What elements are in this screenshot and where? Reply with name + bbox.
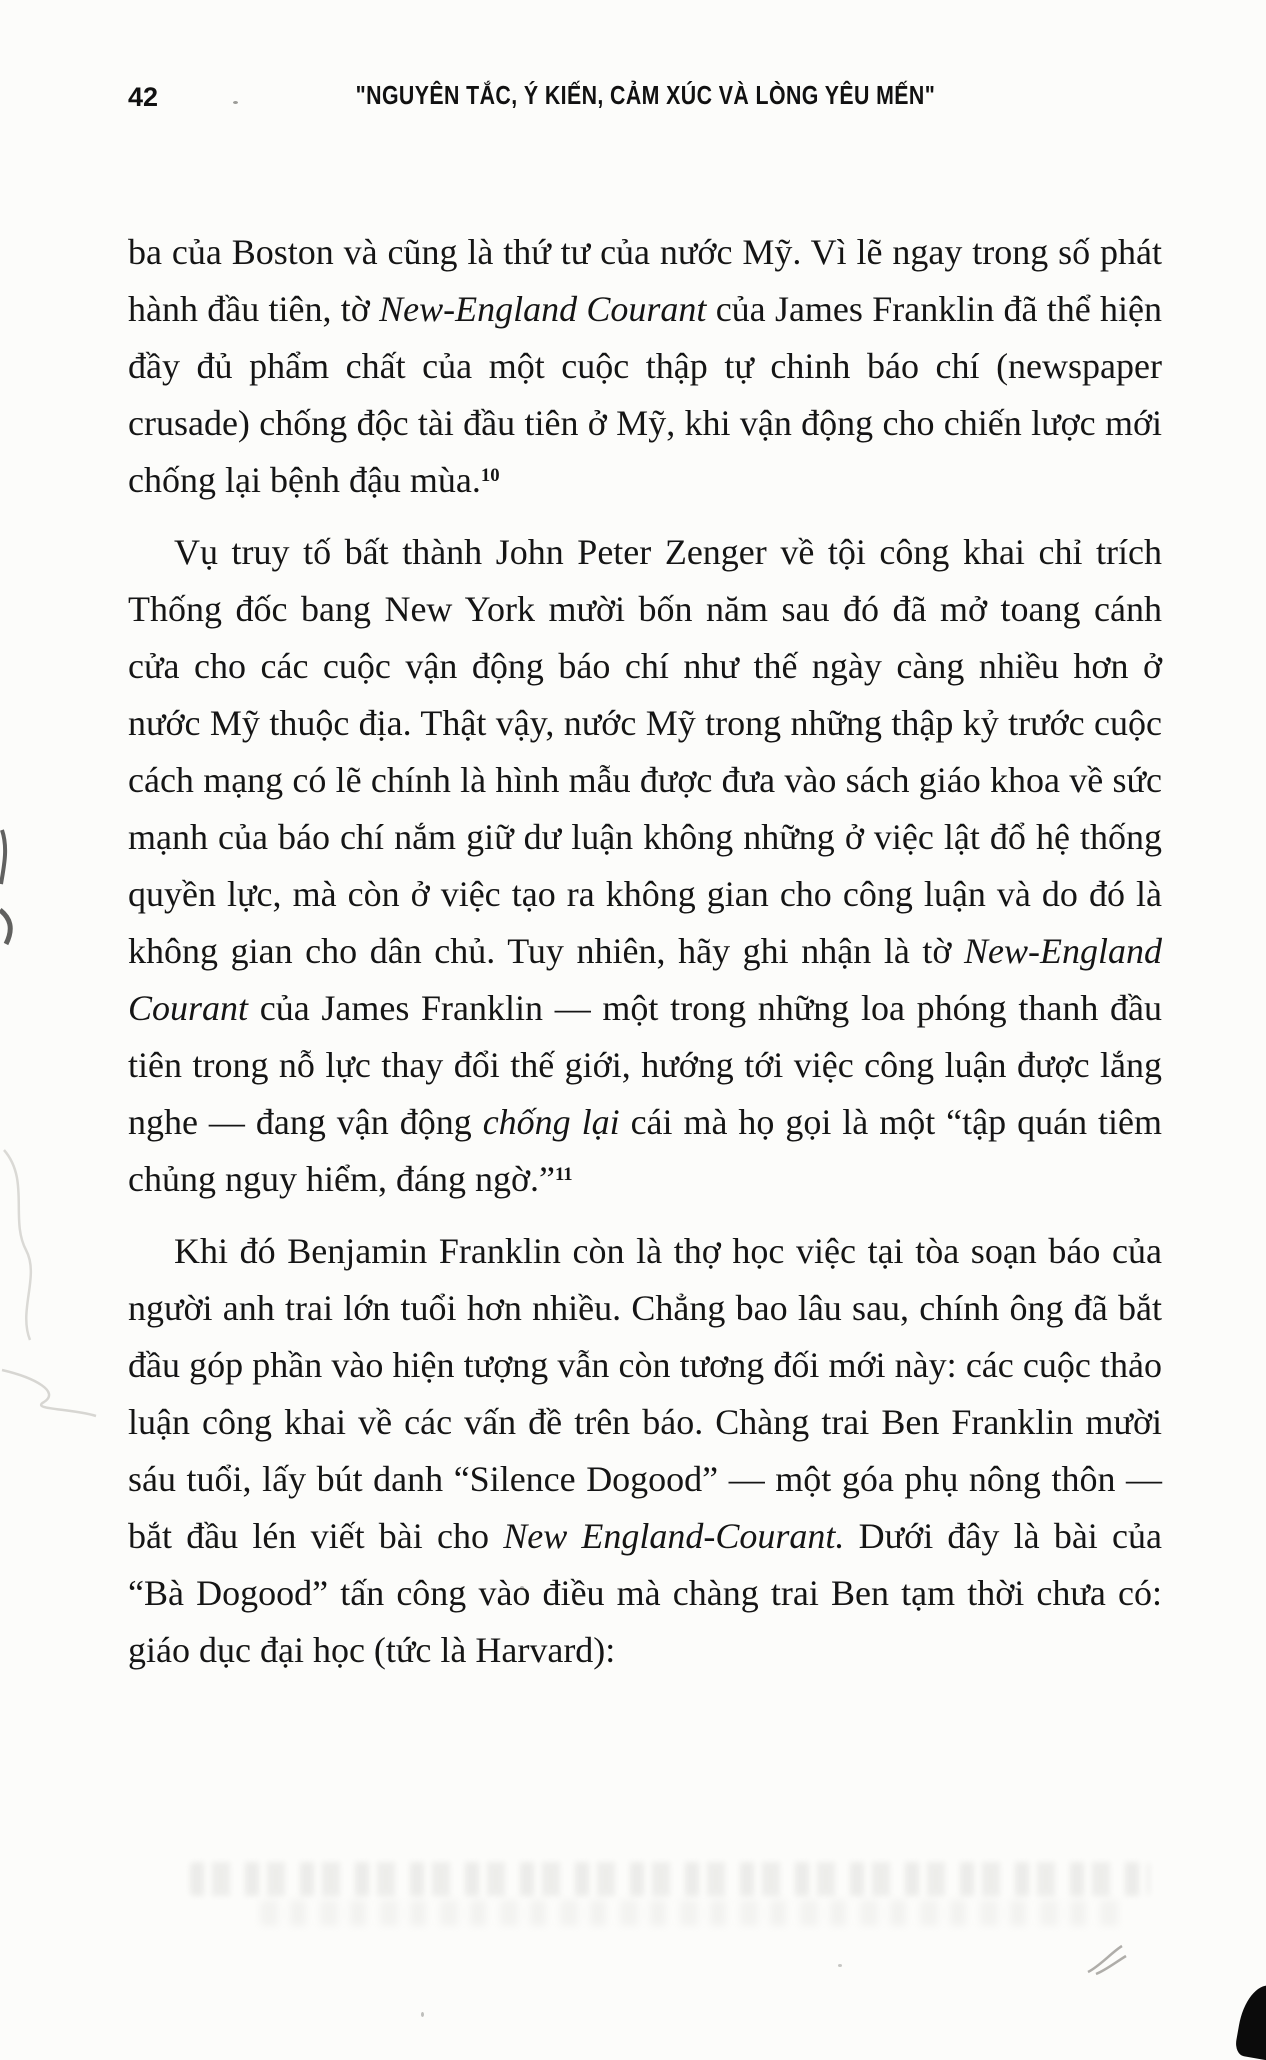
page-edge-mark [0,826,26,956]
running-title: "NGUYÊN TẮC, Ý KIẾN, CẢM XÚC VÀ LÒNG YÊU MẾN" [355,80,935,110]
page-number: 42 [128,82,159,112]
footnote-ref: 10 [480,464,500,486]
pencil-mark [1082,1942,1142,1976]
footnote-ref: 11 [554,1163,573,1185]
bleed-through-artifact [260,1900,1120,1926]
text-segment: của James Franklin đã thể hiện đầy đủ phẩm chất của một cuộc thập tự chinh báo chí (newspaper crusade) chống độc tài đầu tiên ở Mỹ, khi vận động cho chiến lược mới chống lại bệnh đậu mùa. [128,289,1162,500]
text-segment: cái mà họ gọi là một “tập quán tiêm chủng nguy hiểm, đáng ngờ.” [128,1102,1163,1199]
text-segment: Khi đó Benjamin Franklin còn là thợ học việc tại tòa soạn báo của người anh trai lớn tuổi hơn nhiều. Chẳng bao lâu sau, chính ông đã bắt đầu góp phần vào hiện tượng vẫn còn tương đối mới này: các cuộc thảo luận công khai về các vấn đề trên báo. Chàng trai Ben Franklin mười sáu tuổi, lấy bút danh “Silence Dogood” — một góa phụ nông thôn — bắt đầu lén viết bài cho [128,1231,1162,1556]
page-header [128,80,1162,114]
dust-speck [838,1964,842,1967]
running-title-wrap [128,80,1162,111]
text-segment: Vụ truy tố bất thành John Peter Zenger về tội công khai chỉ trích Thống đốc bang New York mười bốn năm sau đó đã mở toang cánh cửa cho các cuộc vận động báo chí như thế ngày càng nhiều hơn ở nước Mỹ thuộc địa. Thật vậy, nước Mỹ trong những thập kỷ trước cuộc cách mạng có lẽ chính là hình mẫu được đưa vào sách giáo khoa về sức mạnh của báo chí nắm giữ dư luận không những ở việc lật đổ hệ thống quyền lực, mà còn ở việc tạo ra không gian cho công luận và do đó là không gian cho dân chủ. Tuy nhiên, hãy ghi nhận là tờ [128,532,1162,971]
paragraph-3 [128,1223,1162,1679]
dust-speck [421,2012,424,2017]
text-segment: ba của Boston và cũng là thứ tư của nước Mỹ. Vì lẽ ngay trong số phát hành đầu tiên, tờ [128,232,1162,329]
italic-segment: New-England Courant [128,931,1162,1028]
pencil-squiggle [0,1140,120,1440]
text-block [128,224,1162,1679]
italic-segment: New-England Courant [379,289,707,329]
paragraph-2 [128,524,1162,1208]
dust-speck [233,101,238,104]
bleed-through-artifact [190,1862,1150,1896]
text-segment: của James Franklin — một trong những loa phóng thanh đầu tiên trong nỗ lực thay đổi thế giới, hướng tới việc công luận được lắng nghe — đang vận động [128,988,1162,1142]
dust-speck [520,1586,524,1590]
corner-ink-blot [1234,1982,1266,2060]
text-segment: Dưới đây là bài của “Bà Dogood” tấn công vào điều mà chàng trai Ben tạm thời chưa có: giáo dục đại học (tức là Harvard): [128,1516,1162,1670]
paragraph-1 [128,224,1162,509]
italic-segment: New England-Courant. [503,1516,845,1556]
italic-segment: chống lại [482,1102,620,1142]
